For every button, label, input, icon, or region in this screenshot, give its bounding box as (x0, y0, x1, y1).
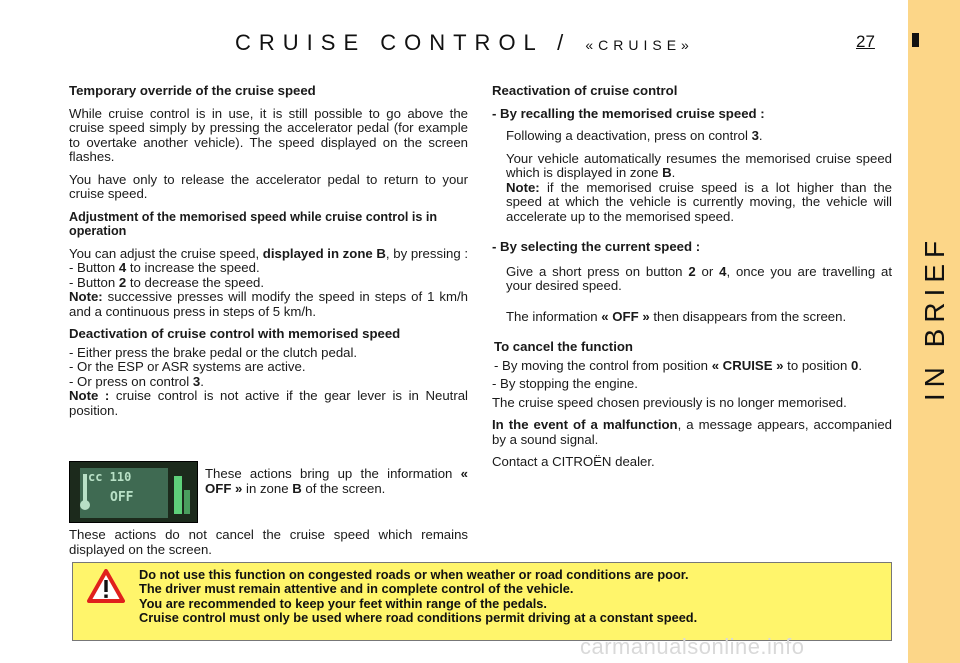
title-subtitle: «CRUISE» (585, 37, 694, 53)
select-paragraph-2 (492, 310, 892, 325)
override-heading: Temporary override of the cruise speed (69, 83, 316, 98)
left-column (69, 84, 468, 426)
neutral-note (69, 389, 468, 418)
btn4-pre: - Button (69, 260, 119, 275)
recall-p2-post: . (671, 165, 676, 180)
thermometer-icon (83, 474, 87, 502)
btn2-post: to decrease the speed. (126, 274, 265, 290)
select-p1-post: , once you are travelling at your desired speed. (506, 263, 892, 293)
adjust-heading: Adjustment of the memorised speed while cruise control is in operation (69, 209, 438, 238)
select-p2-pre: The information (506, 308, 602, 324)
cancel-paragraph: The cruise speed chosen previously is no longer memorised. (492, 394, 847, 410)
title-main: CRUISE CONTROL / (235, 30, 572, 55)
display-caption-mid: in zone (242, 480, 293, 496)
recall-p1-pre: Following a deactivation, press on control (506, 128, 752, 143)
deact3-pre: - Or press on control (69, 373, 193, 389)
deactivation-item-3 (69, 375, 468, 390)
watermark: carmanualsonline.info (580, 634, 805, 659)
recall-note (492, 181, 892, 225)
note2-label: Note : (69, 388, 110, 403)
cancel1-zero: 0 (850, 357, 859, 373)
select-p1-b: 4 (719, 263, 727, 279)
recall-p2-zone: B (662, 165, 672, 180)
cancel-item-1 (494, 359, 892, 374)
reactivation-heading: Reactivation of cruise control (492, 83, 678, 98)
btn4-num: 4 (118, 260, 127, 275)
cancel-item-2: - By stopping the engine. (492, 376, 638, 391)
display-caption-zone: B (292, 480, 302, 496)
adjust-intro-end: , by pressing : (385, 245, 468, 261)
right-column (492, 84, 892, 478)
recall-paragraph-2 (492, 152, 892, 181)
cancel1-cruise: « CRUISE » (711, 357, 784, 373)
display-caption-pre: These actions bring up the information (205, 466, 461, 481)
cancel1-mid: to position (783, 357, 851, 373)
malfunction-paragraph (492, 418, 892, 447)
btn2-num: 2 (118, 274, 127, 290)
warning-triangle-icon (87, 569, 125, 603)
warning-box (72, 562, 892, 641)
display-after-text: These actions do not cancel the cruise speed which remains displayed on the screen. (69, 527, 468, 557)
recall-p2-pre: Your vehicle automatically resumes the memorised cruise speed which is displayed in zone (506, 150, 892, 180)
deact3-num: 3 (192, 373, 201, 389)
btn4-post: to increase the speed. (126, 260, 260, 275)
lcd-off-text: OFF (110, 490, 134, 505)
note-text: successive presses will modify the speed in steps of 1 km/h and a continuous press in steps of 5 km/h. (69, 289, 468, 319)
recall-note-text: if the memorised cruise speed is a lot higher than the speed at which the vehicle is currently moving, the vehicle will accelerate up to the memorised speed. (506, 179, 892, 224)
select-heading: - By selecting the current speed : (492, 239, 701, 254)
recall-note-label: Note: (506, 179, 540, 195)
warning-line-2: The driver must remain attentive and in complete control of the vehicle. (139, 581, 574, 597)
malfunction-bold: In the event of a malfunction (492, 417, 678, 432)
button-4-line (69, 261, 468, 276)
select-p1-or: or (695, 263, 720, 279)
note2-text: cruise control is not active if the gear lever is in Neutral position. (69, 388, 468, 418)
override-paragraph-1: While cruise control is in use, it is still possible to go above the cruise speed simply by pressing the accelerator pedal (for example to overtake another vehicle). The speed displayed on the screen flashes. (69, 105, 468, 164)
contact-dealer: Contact a CITROËN dealer. (492, 454, 655, 469)
override-paragraph-2: You have only to release the accelerator pedal to return to your cruise speed. (69, 171, 468, 201)
thermometer-bulb-icon (80, 500, 90, 510)
deactivation-heading: Deactivation of cruise control with memorised speed (69, 326, 401, 341)
section-label: IN BRIEF (919, 234, 950, 402)
select-paragraph-1 (492, 265, 892, 294)
btn2-pre: - Button (69, 274, 119, 290)
button-2-line (69, 276, 468, 291)
select-p1-pre: Give a short press on button (506, 263, 689, 279)
lcd-top-text: cc 110 (88, 470, 132, 484)
malfunction-text: , a message appears, accompanied by a sound signal. (492, 417, 892, 447)
cancel-heading: To cancel the function (494, 339, 633, 354)
deactivation-item-1: - Either press the brake pedal or the clutch pedal. (69, 344, 358, 360)
warning-line-1: Do not use this function on congested roads or when weather or road conditions are poor. (139, 567, 689, 582)
page-number: 27 (856, 32, 875, 51)
select-p1-a: 2 (688, 263, 696, 279)
recall-heading: - By recalling the memorised cruise speed : (492, 105, 765, 121)
recall-p1-num: 3 (751, 128, 759, 143)
display-caption-post: of the screen. (301, 480, 386, 496)
display-caption (205, 467, 468, 496)
select-p2-post: then disappears from the screen. (649, 308, 847, 324)
fuel-gauge-bar (174, 476, 182, 514)
fuel-gauge-bar-2 (184, 490, 190, 514)
recall-p1-post: . (758, 128, 763, 143)
warning-line-3: You are recommended to keep your feet within range of the pedals. (139, 595, 547, 611)
adjust-intro (69, 247, 468, 262)
warning-text (139, 568, 887, 626)
deact3-post: . (200, 373, 204, 389)
cancel1-post: . (858, 357, 862, 373)
select-p2-off: « OFF » (601, 308, 650, 324)
warning-line-4: Cruise control must only be used where road conditions permit driving at a constant speed. (139, 610, 698, 626)
page-title (235, 30, 694, 56)
display-caption-off: « OFF » (205, 466, 468, 496)
adjust-note (69, 290, 468, 319)
section-marker (912, 33, 919, 47)
recall-paragraph-1 (492, 129, 892, 144)
note-label: Note: (69, 289, 103, 304)
adjust-intro-bold: displayed in zone B (262, 245, 386, 261)
dashboard-display-image (69, 461, 198, 523)
deactivation-item-2: - Or the ESP or ASR systems are active. (69, 359, 306, 374)
adjust-intro-text: You can adjust the cruise speed, (69, 245, 263, 261)
cancel1-pre: - By moving the control from position (494, 357, 712, 373)
